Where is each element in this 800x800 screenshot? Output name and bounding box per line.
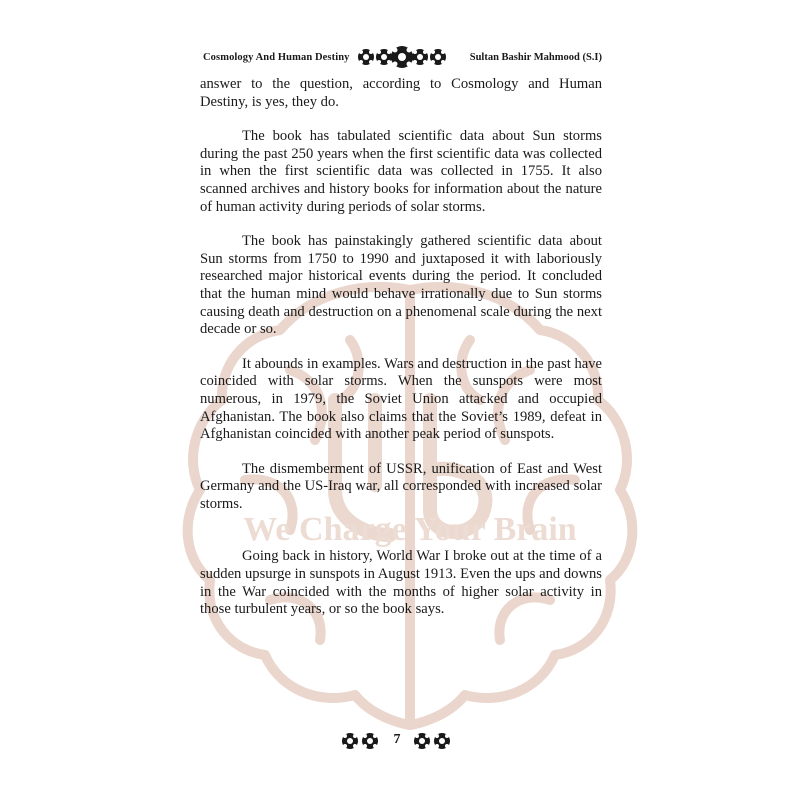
page-footer <box>340 728 460 754</box>
flower-ornament-icon <box>340 731 382 751</box>
paragraph: The dismemberment of USSR, unification of East and West Germany and the US-Iraq war, all corresponded with increased solar storms. <box>200 460 602 512</box>
watermark-text: We Charge Your Brain <box>243 511 577 548</box>
page-number: 7 <box>393 732 401 747</box>
page-body <box>200 76 602 619</box>
author-name: Sultan Bashir Mahmood (S.I) <box>469 52 602 63</box>
flower-ornament-icon <box>412 731 454 751</box>
flower-ornament-icon <box>352 44 452 70</box>
paragraph: answer to the question, according to Cosmology and Human Destiny, is yes, they do. <box>200 76 602 110</box>
paragraph: The book has tabulated scientific data about Sun storms during the past 250 years when the first scientific data was collected in when the first scientific data was collected in 1755. It also scanned archives and history books for information about the nature of human activity during periods of solar storms. <box>200 128 602 215</box>
paragraph: The book has painstakingly gathered scientific data about Sun storms from 1750 to 1990 and juxtaposed it with laboriously researched major historical events during the period. It concluded that the human mind would behave irrationally due to Sun storms causing death and destruction on a phenomenal scale during the next decade or so. <box>200 233 602 338</box>
page-header <box>200 44 602 70</box>
book-title: Cosmology And Human Destiny <box>203 52 350 63</box>
paragraph: Going back in history, World War I broke out at the time of a sudden upsurge in sunspots in August 1913. Even the ups and downs in the War coincided with the months of higher solar activity in those turbulent years, or so the book says. <box>200 548 602 618</box>
paragraph: It abounds in examples. Wars and destruction in the past have coincided with solar storms. When the sunspots were most numerous, in 1979, the Soviet Union attacked and occupied Afghanistan. The book also claims that the Soviet’s 1989, defeat in Afghanistan coincided with another peak period of sunspots. <box>200 355 602 443</box>
